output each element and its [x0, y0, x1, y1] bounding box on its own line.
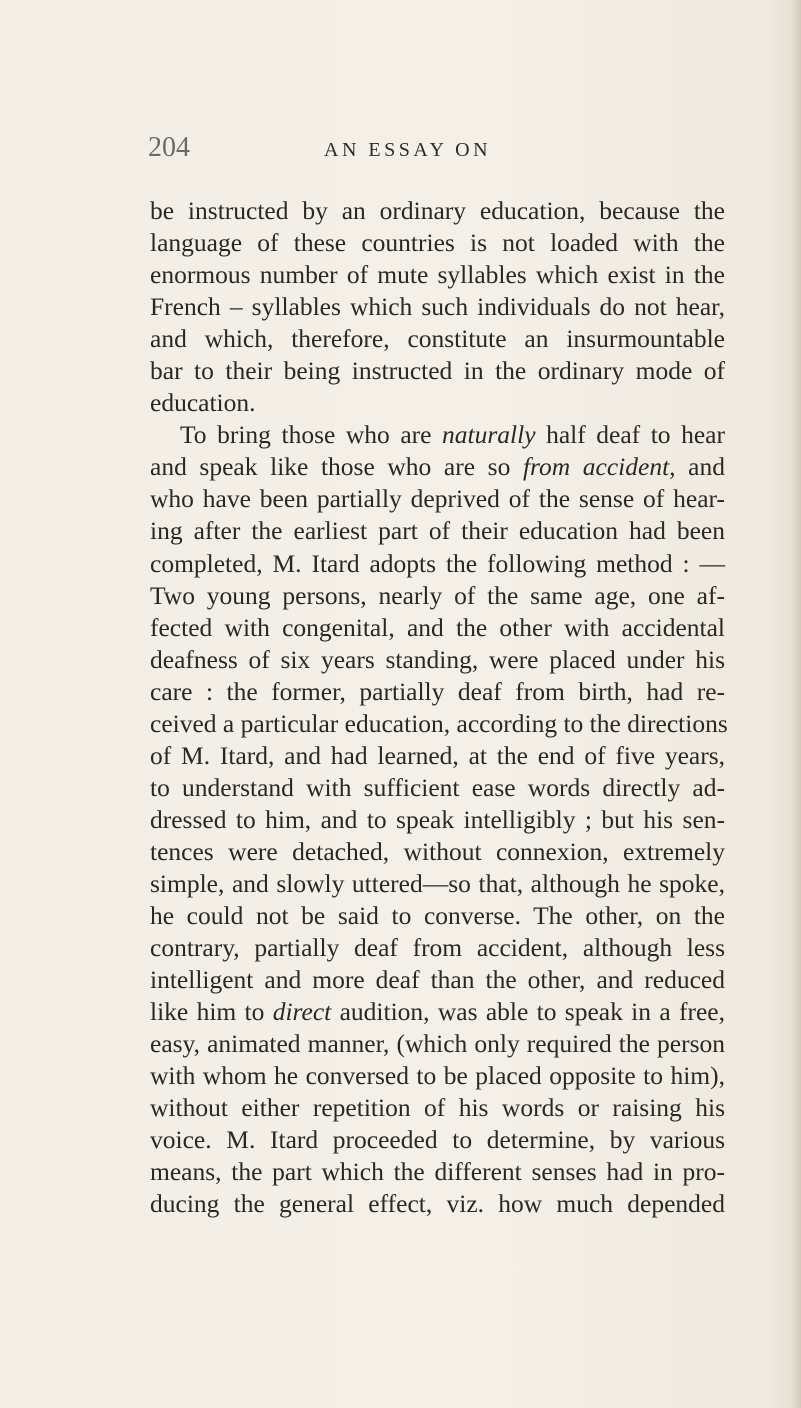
text-line [150, 676, 725, 708]
text-segment: dressed to him, and to speak intelligibly ; but his sen- [150, 804, 725, 834]
text-line [150, 1156, 725, 1188]
text-line [150, 804, 725, 836]
text-segment: without either repetition of his words or raising his [150, 1093, 725, 1123]
text-segment: ing after the earliest part of their education had been [150, 516, 725, 546]
text-line [150, 419, 725, 451]
italic-text: from accident, [522, 452, 676, 482]
text-line [150, 1060, 725, 1092]
text-line [150, 900, 725, 932]
text-segment: to understand with sufficient ease words directly ad- [150, 772, 725, 802]
running-head: AN ESSAY ON [324, 139, 492, 161]
italic-text: naturally [442, 420, 536, 450]
text-line [150, 1028, 725, 1060]
text-line [150, 227, 725, 259]
text-segment: fected with congenital, and the other with accidental [150, 612, 725, 642]
text-line [150, 291, 725, 323]
page-edge-shadow [791, 0, 801, 1408]
text-segment: with whom he conversed to be placed opposite to him), [150, 1061, 725, 1091]
text-segment: easy, animated manner, (which only required the person [150, 1029, 725, 1059]
text-line [150, 996, 725, 1028]
text-segment: care : the former, partially deaf from birth, had re- [150, 676, 725, 706]
text-line [150, 548, 725, 580]
text-line [150, 195, 725, 227]
text-segment: voice. M. Itard proceeded to determine, by various [150, 1125, 725, 1155]
text-segment: ceived a particular education, according to the directions [150, 708, 728, 738]
body-text [150, 195, 728, 1221]
text-segment: contrary, partially deaf from accident, although less [150, 933, 725, 963]
text-segment: and [675, 452, 725, 482]
text-line [150, 964, 725, 996]
text-line [150, 515, 725, 547]
text-segment: and which, therefore, constitute an insurmountable [150, 324, 725, 354]
text-segment: audition, was able to speak in a free, [331, 997, 725, 1027]
text-line [150, 1124, 725, 1156]
text-line [150, 932, 725, 964]
text-line [150, 740, 725, 772]
text-segment: be instructed by an ordinary education, because the [150, 196, 725, 225]
text-segment: like him to [150, 997, 273, 1027]
text-line [150, 483, 725, 515]
text-line [150, 451, 725, 483]
text-segment: he could not be said to converse. The other, on the [150, 901, 725, 931]
text-segment: and speak like those who are so [150, 452, 523, 482]
text-segment: Two young persons, nearly of the same age, one af- [150, 580, 725, 610]
text-segment: ducing the general effect, viz. how much depended [150, 1189, 725, 1219]
text-line [150, 772, 725, 804]
text-line [150, 355, 725, 387]
text-line [150, 580, 725, 612]
text-segment: deafness of six years standing, were placed under his [150, 644, 725, 674]
text-line [150, 1092, 725, 1124]
text-segment: language of these countries is not loaded with the [150, 228, 725, 258]
text-segment: French – syllables which such individuals do not hear, [150, 292, 725, 322]
text-segment: simple, and slowly uttered—so that, although he spoke, [150, 868, 725, 898]
text-line [150, 644, 725, 676]
text-segment: completed, M. Itard adopts the following method : — [150, 548, 725, 578]
page-number: 204 [148, 132, 190, 163]
text-segment: who have been partially deprived of the sense of hear- [150, 484, 725, 514]
text-segment: enormous number of mute syllables which exist in the [150, 260, 725, 290]
text-line [150, 708, 728, 740]
text-segment: means, the part which the different senses had in pro- [150, 1157, 725, 1187]
text-segment: of M. Itard, and had learned, at the end of five years, [150, 740, 725, 770]
text-segment: bar to their being instructed in the ordinary mode of [150, 356, 725, 386]
text-line [150, 387, 725, 419]
text-line [150, 868, 725, 900]
text-segment: intelligent and more deaf than the other, and reduced [150, 965, 725, 995]
text-segment: tences were detached, without connexion, extremely [150, 836, 725, 866]
text-segment: education. [150, 388, 256, 418]
text-line [150, 1188, 725, 1220]
text-line [150, 259, 725, 291]
text-segment: half deaf to hear [535, 420, 725, 450]
text-line [150, 612, 725, 644]
italic-text: direct [272, 997, 332, 1027]
text-segment: To bring those who are [180, 420, 443, 450]
text-line [150, 323, 725, 355]
text-line [150, 836, 725, 868]
